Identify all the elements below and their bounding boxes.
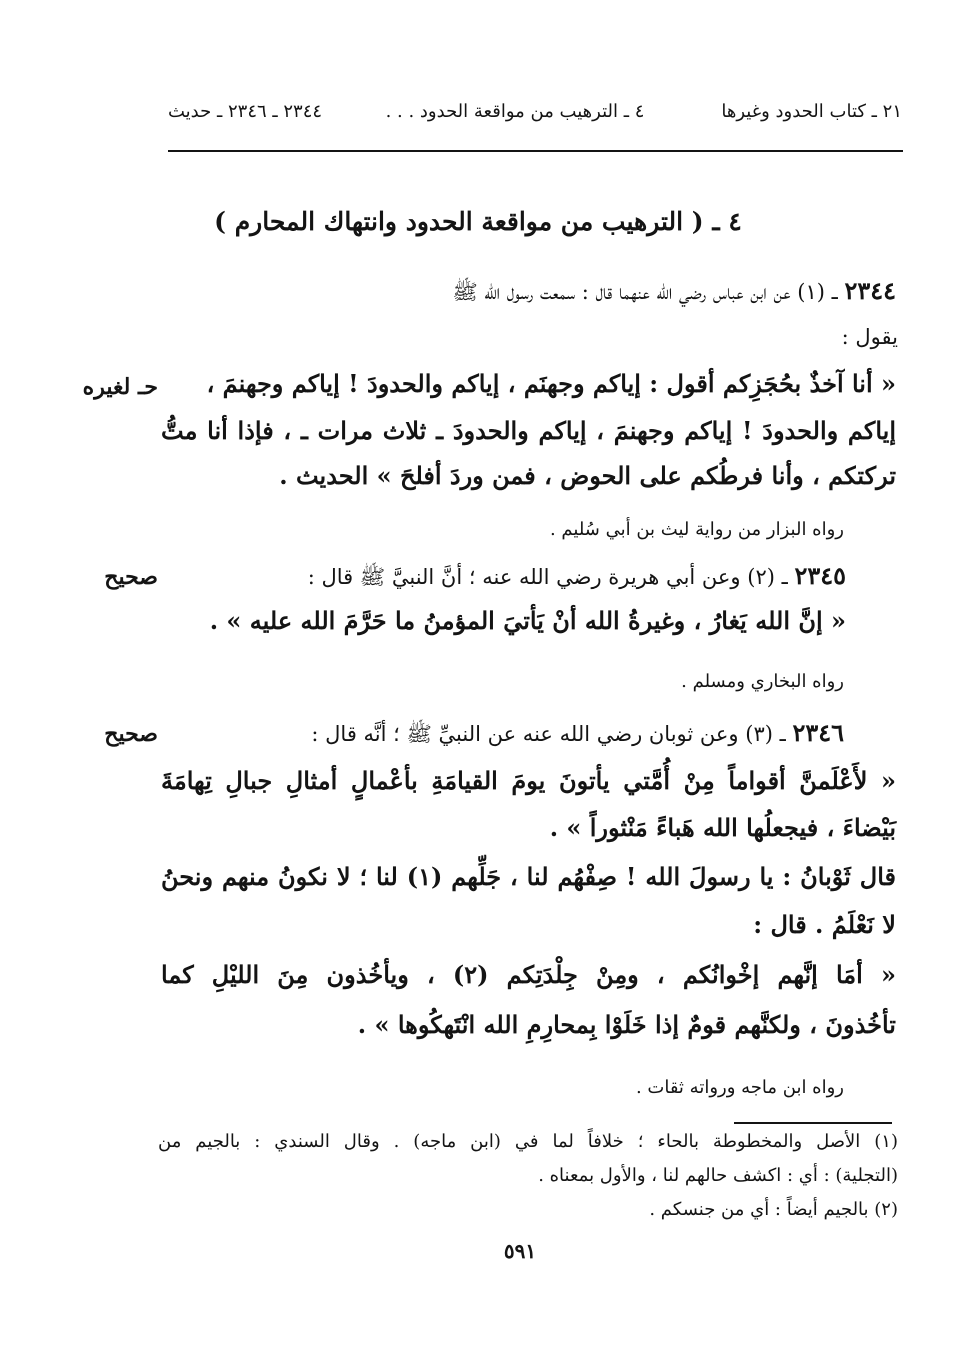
hadith-2346-line-2: بَيْضاءَ ، فيجعلُها الله هَباءً مَنْثوراً » .	[549, 813, 896, 842]
header-section: ٤ ـ الترهيب من مواقعة الحدود . . .	[385, 101, 645, 122]
footnote-rule	[734, 1122, 892, 1124]
hadith-2345-line-1: « إنَّ الله يَغارُ ، وغيرةُ الله أنْ يَأتيَ المؤمنُ ما حَرَّمَ الله عليه » .	[209, 606, 846, 635]
hadith-number: ٢٣٤٥	[794, 561, 846, 590]
page-number: ٥٩١	[503, 1239, 537, 1263]
hadith-2345-intro	[308, 563, 846, 589]
hadith-2345-grade: صحيح	[104, 564, 158, 590]
hadith-2344-line-1: « أنا آخذٌ بحُجَزِكم أقول : إياكم وجهنَم ، إياكم والحدودَ ! إياكم وجهنمَ ،	[206, 369, 896, 398]
hadith-2344-line-3: تركتكم ، وأنا فرطُكم على الحوض ، فمن وردَ أفلحَ » الحديث .	[279, 461, 896, 490]
hadith-intro-text: ـ (١) عن ابن عباس رضي الله عنهما قال : سمعت رسول الله ﷺ	[452, 280, 845, 304]
header-rule	[168, 150, 903, 152]
header-hadith-range: ٢٣٤٤ ـ ٢٣٤٦ ـ حديث	[168, 101, 323, 122]
hadith-2344-intro-cont: يقول :	[841, 325, 898, 349]
footnote-1: (١) الأصل والمخطوطة بالحاء ؛ خلافاً لما في (ابن ماجه) . وقال السندي : بالجيم من	[158, 1131, 898, 1152]
footnote-1-cont: (التجلية) : أي : اكشف حالهم لنا ، والأول بمعناه .	[538, 1165, 898, 1186]
header-chapter: ٢١ ـ كتاب الحدود وغيرها	[721, 101, 902, 122]
hadith-2346-line-5: « أمَا إنَّهم إخْوانُكم ، ومِنْ جِلْدَتِكم (٢) ، ويأخُذون مِنَ الليْلِ كما	[161, 960, 896, 989]
hadith-2345-source: رواه البخاري ومسلم .	[681, 671, 844, 692]
hadith-2344-source: رواه البزار من رواية ليث بن أبي سُليم .	[549, 519, 844, 540]
hadith-intro-text: ـ (٣) وعن ثوبان رضي الله عنه عن النبيِّ ﷺ ؛ أنَّه قال :	[311, 722, 793, 746]
hadith-2346-line-3: قال ثَوْبانُ : يا رسولَ الله ! صِفْهُم لنا ، جَلِّهم (١) لنا ؛ لا نكونُ منهم ونحنُ	[161, 862, 896, 891]
hadith-2346-source: رواه ابن ماجه ورواته ثقات .	[635, 1077, 844, 1098]
hadith-2346-intro	[311, 720, 844, 746]
hadith-2346-line-4: لا نَعْلَمُ . قال :	[753, 910, 896, 939]
hadith-2346-grade: صحيح	[104, 721, 158, 747]
footnote-2: (٢) بالجيم أيضاً : أي من جنسكم .	[649, 1199, 898, 1220]
hadith-2344-grade: حـ لغيره	[82, 374, 158, 400]
hadith-2344-intro	[156, 278, 896, 304]
section-title: ٤ ـ ( الترهيب من مواقعة الحدود وانتهاك المحارم )	[214, 207, 742, 236]
hadith-number: ٢٣٤٦	[792, 718, 844, 747]
hadith-2346-line-6: تأخُذونَ ، ولكنَّهم قومٌ إذا خَلَوْا بِمحارِمِ الله انْتَهكُوها » .	[357, 1010, 896, 1039]
hadith-intro-text: ـ (٢) وعن أبي هريرة رضي الله عنه ؛ أنَّ النبيَّ ﷺ قال :	[307, 565, 795, 589]
hadith-2346-line-1: « لأَعْلَمنَّ أقواماً مِنْ أُمَّتي يأتونَ يومَ القيامَةِ بأعْمالٍ أمثالِ جبالِ تِهامَةَ	[161, 766, 896, 795]
hadith-number: ٢٣٤٤	[844, 276, 896, 305]
hadith-2344-line-2: إياكم والحدودَ ! إياكم وجهنمَ ، إياكم والحدودَ ـ ثلاث مرات ـ ، فإذا أنا متُّ	[161, 416, 896, 445]
